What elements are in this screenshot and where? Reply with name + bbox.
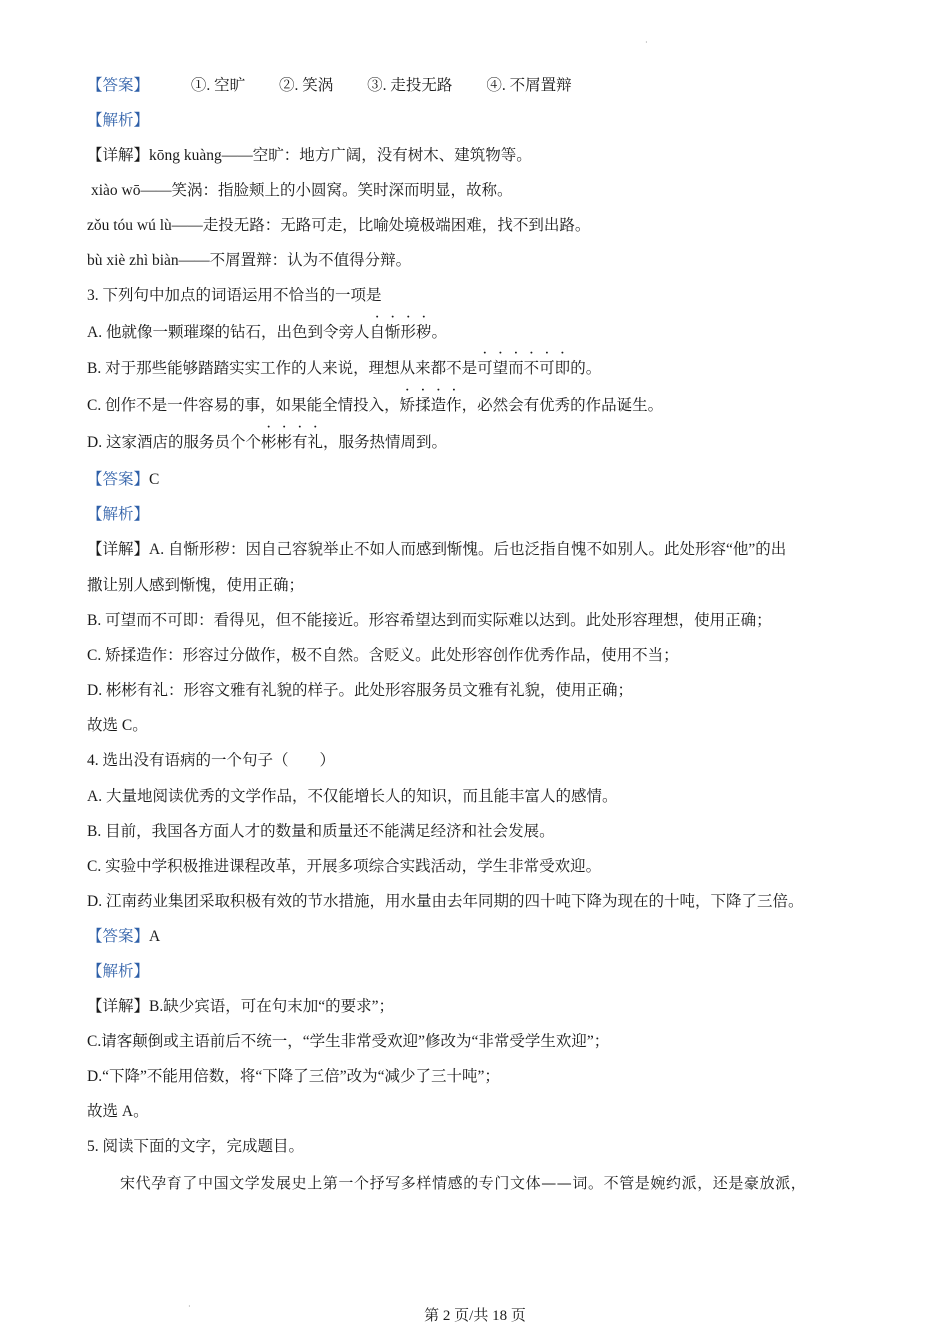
- q2-detail-1: 【详解】kōng kuàng——空旷：地方广阔，没有树木、建筑物等。: [87, 147, 532, 164]
- q4-option-c: C. 实验中学积极推进课程改革，开展多项综合实践活动，学生非常受欢迎。: [87, 858, 602, 875]
- q2-detail-4: bù xiè zhì biàn——不屑置辩：认为不值得分辩。: [87, 252, 412, 269]
- answer-tag: 【答案】: [87, 77, 150, 94]
- q3-detail-1: 【详解】A. 自惭形秽：因自己容貌举止不如人而感到惭愧。后也泛指自愧不如别人。此处形容“他”的出: [87, 541, 787, 558]
- q3-detail-3: B. 可望而不可即：看得见，但不能接近。形容希望达到而实际难以达到。此处形容理想，使用正确；: [87, 612, 772, 629]
- q4-detail-1: 【详解】B.缺少宾语，可在句末加“的要求”；: [87, 998, 394, 1015]
- q3-option-b: B. 对于那些能够踏踏实实工作的人来说，理想从来都不是可望而不可即的。: [87, 360, 602, 377]
- q2-detail-2: xiào wō——笑涡：指脸颊上的小圆窝。笑时深而明显，故称。: [91, 182, 513, 199]
- q2-answer-line: [87, 76, 572, 96]
- q3-detail-4: C. 矫揉造作：形容过分做作，极不自然。含贬义。此处形容创作优秀作品，使用不当；: [87, 647, 679, 664]
- q3-detail-5: D. 彬彬有礼：形容文雅有礼貌的样子。此处形容服务员文雅有礼貌，使用正确；: [87, 682, 633, 699]
- q2-answer-4: ④. 不屑置辩: [486, 77, 572, 94]
- q3-analysis-tag: 【解析】: [87, 506, 150, 523]
- q3-answer: 【答案】C: [87, 471, 160, 488]
- q4-detail-2: C.请客颠倒或主语前后不统一，“学生非常受欢迎”修改为“非常受学生欢迎”；: [87, 1033, 610, 1050]
- q4-option-a: A. 大量地阅读优秀的文学作品，不仅能增长人的知识，而且能丰富人的感情。: [87, 788, 618, 805]
- q2-analysis-tag: 【解析】: [87, 112, 150, 129]
- q4-analysis-tag: 【解析】: [87, 963, 150, 980]
- q4-stem: 4. 选出没有语病的一个句子（ ）: [87, 752, 336, 769]
- q4-answer: 【答案】A: [87, 928, 161, 945]
- q3-conclusion: 故选 C。: [87, 717, 148, 734]
- q3-option-c: C. 创作不是一件容易的事，如果能全情投入，矫揉造作，必然会有优秀的作品诞生。: [87, 397, 664, 414]
- q2-answer-1: ①. 空旷: [190, 77, 246, 94]
- q4-conclusion: 故选 A。: [87, 1103, 149, 1120]
- footer-mark: ·: [188, 1302, 191, 1311]
- q3-option-a: A. 他就像一颗璀璨的钻石，出色到令旁人自惭形秽。: [87, 324, 448, 341]
- q3-detail-2: 撒让别人感到惭愧，使用正确；: [87, 577, 305, 594]
- q2-answer-3: ③. 走投无路: [367, 77, 453, 94]
- q5-passage: 宋代孕育了中国文学发展史上第一个抒写多样情感的专门文体——词。不管是婉约派，还是豪放派，: [120, 1174, 807, 1192]
- detail-tag: 【详解】: [87, 147, 150, 164]
- page-footer: 第 2 页/共 18 页: [424, 1308, 526, 1324]
- q4-option-d: D. 江南药业集团采取积极有效的节水措施，用水量由去年同期的四十吨下降为现在的十吨，下降了三倍。: [87, 893, 804, 910]
- q3-option-d: D. 这家酒店的服务员个个彬彬有礼，服务热情周到。: [87, 434, 448, 451]
- q2-detail-3: zǒu tóu wú lù——走投无路：无路可走，比喻处境极端困难，找不到出路。: [87, 217, 591, 234]
- q4-option-b: B. 目前，我国各方面人才的数量和质量还不能满足经济和社会发展。: [87, 823, 555, 840]
- q3-stem: 3. 下列句中加点的词语运用不恰当的一项是: [87, 287, 382, 304]
- q5-stem: 5. 阅读下面的文字，完成题目。: [87, 1138, 305, 1155]
- corner-mark: ·: [645, 38, 648, 47]
- q4-detail-3: D.“下降”不能用倍数，将“下降了三倍”改为“减少了三十吨”；: [87, 1068, 500, 1085]
- q2-answer-2: ②. 笑涡: [279, 77, 334, 94]
